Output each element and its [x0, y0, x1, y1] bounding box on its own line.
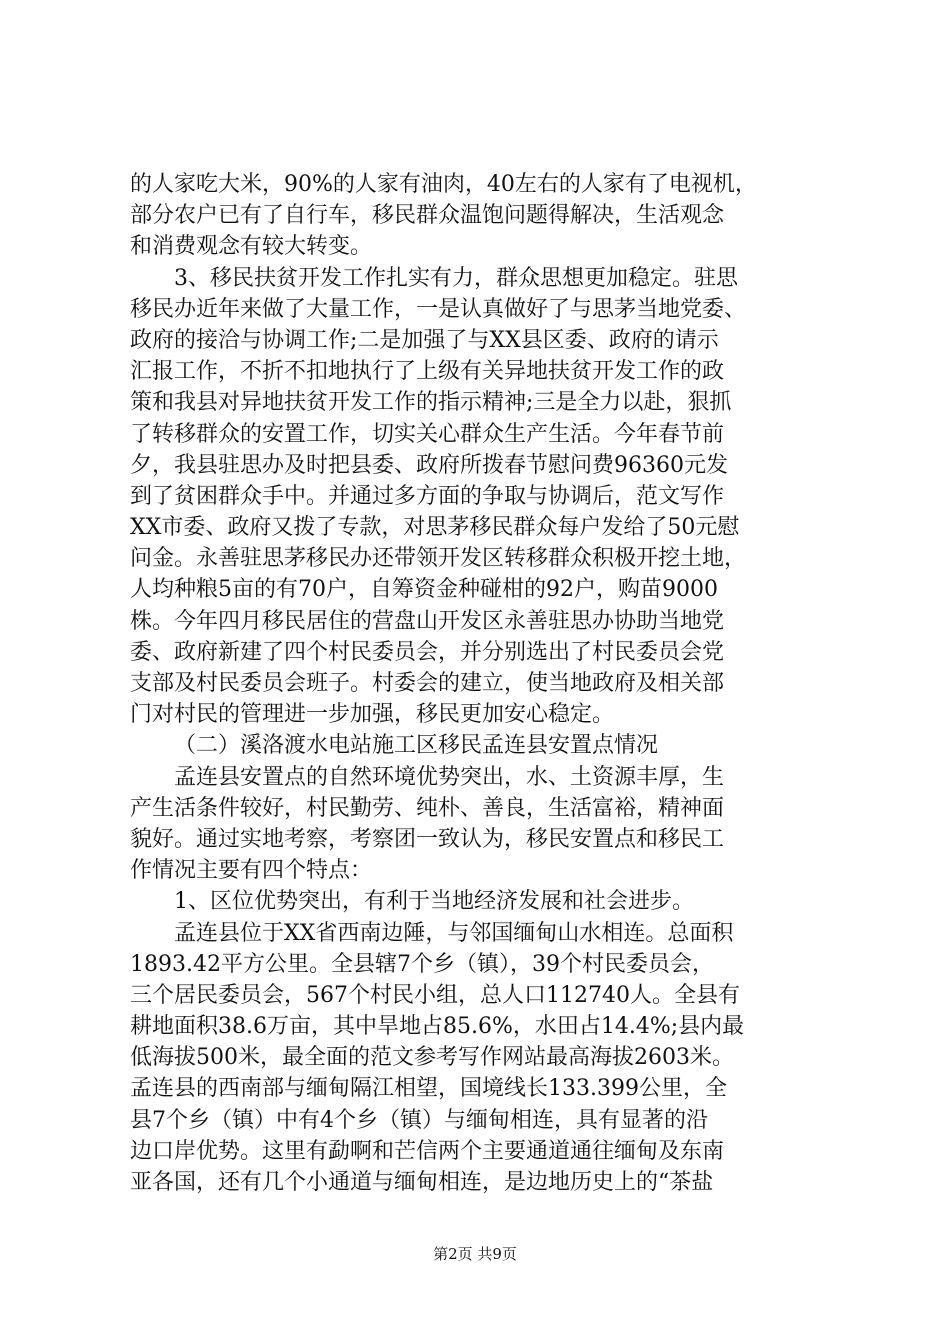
text-line: 汇报工作，不折不扣地执行了上级有关异地扶贫开发工作的政	[130, 359, 725, 385]
text-line: 低海拔500米，最全面的范文参考写作网站最高海拔2603米。	[130, 1045, 734, 1071]
text-line: 部分农户已有了自行车，移民群众温饱问题得解决，生活观念	[130, 203, 725, 229]
text-line: 门对村民的管理进一步加强，移民更加安心稳定。	[130, 702, 615, 728]
text-line: 委、政府新建了四个村民委员会，并分别选出了村民委员会党	[130, 639, 725, 665]
text-line: （二）溪洛渡水电站施工区移民孟连县安置点情况	[174, 733, 659, 759]
page-footer: 第2页 共9页	[433, 1245, 517, 1263]
text-line: 到了贫困群众手中。并通过多方面的争取与协调后，范文写作	[130, 483, 725, 509]
text-line: 县7个乡（镇）中有4个乡（镇）与缅甸相连，具有显著的沿	[130, 1107, 708, 1133]
text-line: 三个居民委员会，567个村民小组，总人口112740人。全县有	[130, 982, 740, 1008]
text-line: 了转移群众的安置工作，切实关心群众生产生活。今年春节前	[130, 421, 725, 447]
text-line: 的人家吃大米，90%的人家有油肉，40左右的人家有了电视机，	[130, 172, 757, 197]
text-line: 问金。永善驻思茅移民办还带领开发区转移群众积极开挖土地，	[130, 546, 747, 572]
text-line: 1893.42平方公里。全县辖7个乡（镇），39个村民委员会，	[130, 951, 714, 977]
text-line: 株。今年四月移民居住的营盘山开发区永善驻思办协助当地党	[130, 608, 725, 634]
text-line: 夕，我县驻思办及时把县委、政府所拨春节慰问费96360元发	[130, 452, 728, 478]
text-line: 边口岸优势。这里有勐啊和芒信两个主要通道通往缅甸及东南	[130, 1138, 725, 1164]
body-text	[130, 169, 840, 1198]
text-line: 孟连县位于XX省西南边陲，与邻国缅甸山水相连。总面积	[174, 920, 734, 946]
text-line: 耕地面积38.6万亩，其中旱地占85.6%，水田占14.4%;县内最	[130, 1014, 745, 1040]
text-line: 貌好。通过实地考察，考察团一致认为，移民安置点和移民工	[130, 826, 725, 852]
text-line: 策和我县对异地扶贫开发工作的指示精神;三是全力以赴，狠抓	[130, 390, 732, 416]
text-line: 和消费观念有较大转变。	[130, 234, 373, 260]
text-line: 1、区位优势突出，有利于当地经济发展和社会进步。	[174, 889, 694, 915]
text-line: 3、移民扶贫开发工作扎实有力，群众思想更加稳定。驻思	[174, 265, 738, 291]
text-line: XX市委、政府又拨了专款，对思茅移民群众每户发给了50元慰	[130, 515, 740, 541]
text-line: 政府的接洽与协调工作;二是加强了与XX县区委、政府的请示	[130, 327, 719, 353]
text-line: 孟连县安置点的自然环境优势突出，水、土资源丰厚，生	[174, 764, 725, 790]
text-line: 人均种粮5亩的有70户，自筹资金种碰柑的92户，购苗9000	[130, 577, 718, 603]
text-line: 孟连县的西南部与缅甸隔江相望，国境线长133.399公里，全	[130, 1076, 727, 1102]
text-line: 移民办近年来做了大量工作，一是认真做好了与思茅当地党委、	[130, 296, 747, 322]
text-line: 作情况主要有四个特点：	[130, 858, 373, 884]
text-line: 产生活条件较好，村民勤劳、纯朴、善良，生活富裕，精神面	[130, 795, 725, 821]
text-line: 亚各国，还有几个小通道与缅甸相连，是边地历史上的“茶盐	[130, 1170, 714, 1195]
text-line: 支部及村民委员会班子。村委会的建立，使当地政府及相关部	[130, 671, 725, 696]
